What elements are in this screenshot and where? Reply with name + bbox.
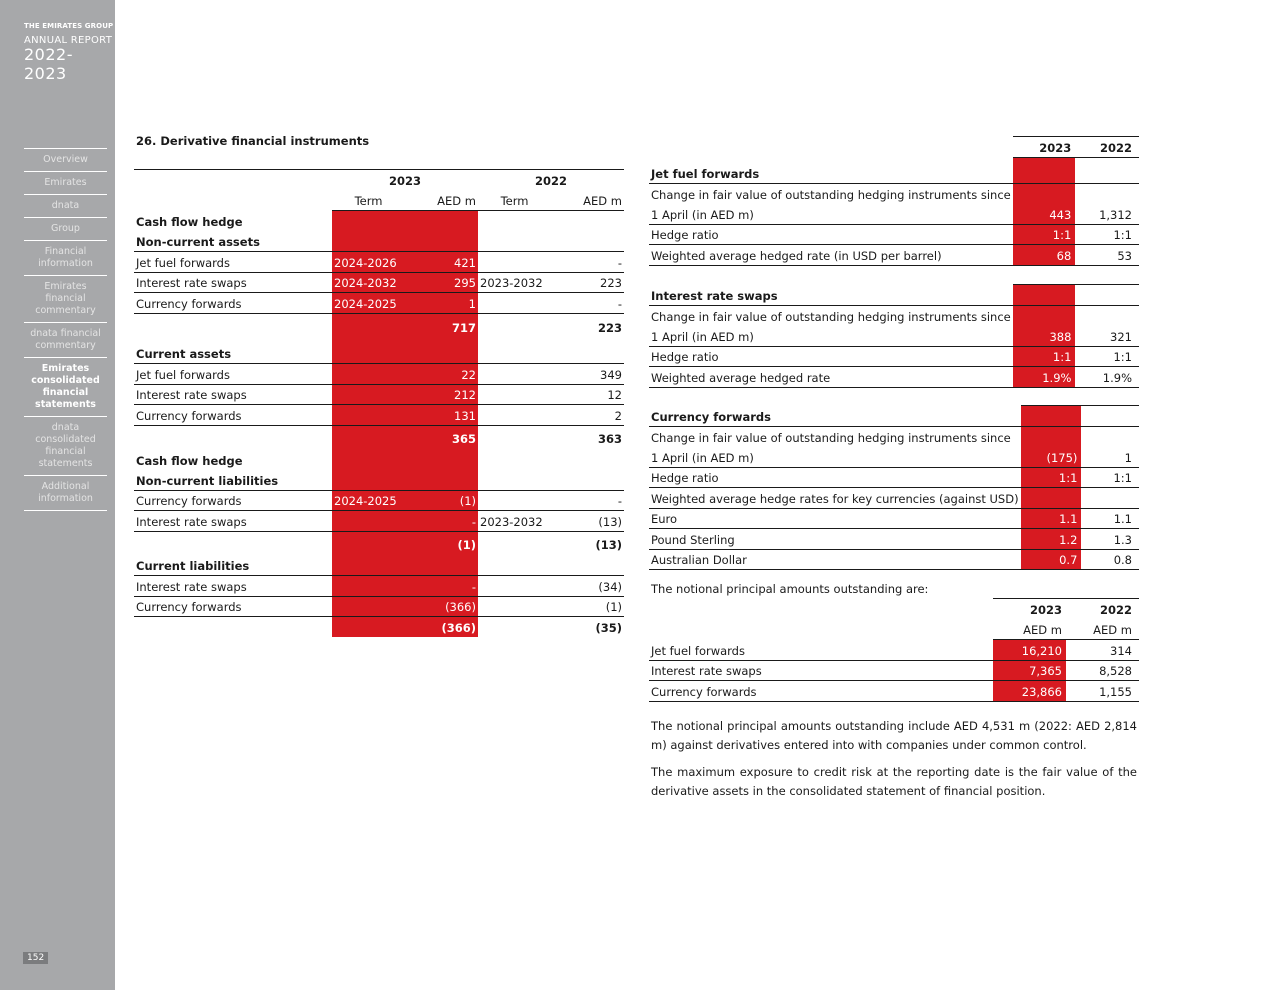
row-label: 1 April (in AED m)	[649, 447, 1021, 468]
term-cell: 2023-2032	[478, 511, 551, 532]
nav-item-emirates-financial-commentary[interactable]: Emirates financial commentary	[24, 276, 107, 323]
value-cell: 1,312	[1075, 204, 1139, 225]
row-label: Euro	[649, 508, 1021, 529]
derivatives-balance-table	[134, 169, 624, 637]
section-title: 26. Derivative financial instruments	[136, 134, 370, 148]
value-cell: 1,155	[1066, 681, 1139, 702]
table-row	[134, 470, 624, 491]
total-row	[134, 617, 624, 638]
row-heading: Cash flow hedge	[136, 453, 243, 468]
table-row	[649, 508, 1139, 529]
table-row	[134, 490, 624, 511]
value-cell: 1:1	[1013, 346, 1076, 367]
credit-risk-paragraph: The maximum exposure to credit risk at the reporting date is the fair value of the derivative assets in the consolidated statement of financial position.	[651, 765, 1137, 798]
value-cell: 443	[1013, 204, 1076, 225]
year-header-2023: 2023	[1013, 137, 1076, 158]
value-cell: 1:1	[1075, 224, 1139, 245]
value-cell: 12	[551, 384, 624, 405]
value-cell: 1:1	[1081, 467, 1139, 488]
total-value-2022: (35)	[595, 621, 622, 635]
term-cell	[478, 293, 551, 314]
value-cell: 223	[551, 272, 624, 293]
table-row	[649, 406, 1139, 427]
value-cell: 1.1	[1021, 508, 1082, 529]
value-cell: 212	[405, 384, 478, 405]
row-label: Hedge ratio	[649, 224, 1013, 245]
table-row	[649, 681, 1139, 702]
value-cell: -	[405, 576, 478, 597]
brand-report-year: 2022-2023	[24, 45, 73, 83]
value-cell: 1:1	[1021, 467, 1082, 488]
sidebar	[0, 0, 115, 990]
value-cell: 1.3	[1081, 529, 1139, 550]
term-cell: 2024-2025	[332, 293, 405, 314]
table-row	[134, 405, 624, 426]
brand-report-label: ANNUAL REPORT	[24, 35, 113, 46]
table-row	[649, 183, 1139, 204]
table-row	[649, 157, 1139, 183]
table-row	[134, 364, 624, 385]
row-label: Australian Dollar	[649, 549, 1021, 570]
sidebar-nav	[24, 148, 107, 511]
term-cell: 2024-2026	[332, 252, 405, 273]
table-row	[649, 326, 1139, 347]
value-cell: 131	[405, 405, 478, 426]
table-row	[649, 346, 1139, 367]
notional-intro-text: The notional principal amounts outstanding are:	[651, 582, 929, 596]
row-label: Jet fuel forwards	[649, 640, 993, 661]
row-label: Change in fair value of outstanding hedging instruments since	[651, 309, 1011, 324]
table-row	[134, 449, 624, 470]
table-row	[134, 231, 624, 252]
table-row	[134, 211, 624, 232]
total-value-2023: 365	[405, 425, 478, 449]
row-heading: Current liabilities	[134, 555, 332, 576]
row-label: Jet fuel forwards	[134, 364, 332, 385]
row-label: Currency forwards	[134, 293, 332, 314]
brand-group-name: THE EMIRATES GROUP	[24, 22, 114, 30]
row-label: 1 April (in AED m)	[649, 204, 1013, 225]
table-row	[134, 293, 624, 314]
total-value-2023: (366)	[405, 617, 478, 638]
total-row	[134, 425, 624, 449]
value-cell: (1)	[405, 490, 478, 511]
term-header: Term	[332, 190, 405, 211]
row-heading: Non-current assets	[134, 231, 332, 252]
table-header-row	[649, 599, 1139, 620]
row-heading: Jet fuel forwards	[649, 157, 1013, 183]
table-row	[649, 285, 1139, 306]
row-heading: Interest rate swaps	[649, 285, 1013, 306]
value-cell: 1.9%	[1075, 367, 1139, 388]
table-row	[134, 384, 624, 405]
value-cell: (13)	[551, 511, 624, 532]
value-cell: -	[551, 490, 624, 511]
aedm-header: AED m	[1066, 619, 1139, 640]
nav-item-overview[interactable]: Overview	[24, 149, 107, 172]
value-cell: 1:1	[1013, 224, 1076, 245]
table-row	[649, 488, 1139, 509]
total-value-2023: (1)	[405, 531, 478, 555]
term-cell	[478, 490, 551, 511]
row-label: Weighted average hedge rates for key currencies (against USD)	[649, 488, 1021, 509]
value-cell: 349	[551, 364, 624, 385]
aedm-header: AED m	[405, 190, 478, 211]
row-label: Pound Sterling	[649, 529, 1021, 550]
value-cell: (1)	[551, 596, 624, 617]
value-cell: (34)	[551, 576, 624, 597]
table-header-row	[649, 137, 1139, 158]
table-row	[649, 467, 1139, 488]
row-heading: Non-current liabilities	[134, 470, 332, 491]
value-cell: 22	[405, 364, 478, 385]
row-label: Interest rate swaps	[649, 660, 993, 681]
table-row	[134, 511, 624, 532]
nav-item-dnata-consolidated-statements[interactable]: dnata consolidated financial statements	[24, 417, 107, 476]
value-cell: 68	[1013, 245, 1076, 266]
table-row	[134, 343, 624, 364]
table-row	[649, 529, 1139, 550]
nav-item-financial-information[interactable]: Financial information	[24, 241, 107, 276]
table-subheader-row	[134, 190, 624, 211]
term-cell: 2024-2032	[332, 272, 405, 293]
value-cell: 0.7	[1021, 549, 1082, 570]
total-row	[134, 313, 624, 343]
currency-forwards-hedge-table	[649, 405, 1139, 570]
row-label: Hedge ratio	[649, 467, 1021, 488]
row-label: Weighted average hedged rate	[649, 367, 1013, 388]
table-header-row	[134, 170, 624, 191]
value-cell: (366)	[405, 596, 478, 617]
row-label: Change in fair value of outstanding hedging instruments since	[651, 430, 1011, 445]
year-header-2022: 2022	[478, 170, 624, 191]
jet-fuel-hedge-table	[649, 136, 1139, 266]
total-value-2022: (13)	[595, 538, 622, 552]
value-cell: 8,528	[1066, 660, 1139, 681]
total-row	[134, 531, 624, 555]
table-row	[134, 596, 624, 617]
aedm-header: AED m	[551, 190, 624, 211]
year-header-2022: 2022	[1075, 137, 1139, 158]
value-cell: 314	[1066, 640, 1139, 661]
table-row	[649, 245, 1139, 266]
row-label: 1 April (in AED m)	[649, 326, 1013, 347]
row-label: Currency forwards	[134, 596, 332, 617]
table-row	[649, 426, 1139, 447]
notional-amounts-table	[649, 598, 1139, 702]
value-cell: 1.1	[1081, 508, 1139, 529]
value-cell: -	[551, 293, 624, 314]
value-cell: 7,365	[993, 660, 1066, 681]
table-row	[134, 555, 624, 576]
value-cell: -	[551, 252, 624, 273]
table-row	[134, 576, 624, 597]
value-cell: 1:1	[1075, 346, 1139, 367]
row-label: Interest rate swaps	[134, 511, 332, 532]
value-cell: 16,210	[993, 640, 1066, 661]
row-label: Currency forwards	[649, 681, 993, 702]
table-row	[649, 305, 1139, 326]
row-heading: Current assets	[134, 343, 332, 364]
value-cell: 0.8	[1081, 549, 1139, 570]
table-row	[649, 367, 1139, 388]
table-row	[649, 549, 1139, 570]
value-cell: 1.9%	[1013, 367, 1076, 388]
term-cell: 2023-2032	[478, 272, 551, 293]
interest-rate-swaps-hedge-table	[649, 284, 1139, 388]
value-cell: 1.2	[1021, 529, 1082, 550]
table-subheader-row	[649, 619, 1139, 640]
row-label: Jet fuel forwards	[134, 252, 332, 273]
value-cell: 421	[405, 252, 478, 273]
aedm-header: AED m	[993, 619, 1066, 640]
row-label: Change in fair value of outstanding hedging instruments since	[651, 187, 1011, 202]
value-cell: 1	[405, 293, 478, 314]
nav-item-emirates[interactable]: Emirates	[24, 172, 107, 195]
value-cell: 388	[1013, 326, 1076, 347]
row-label: Interest rate swaps	[134, 384, 332, 405]
table-row	[134, 252, 624, 273]
nav-item-dnata-financial-commentary[interactable]: dnata financial commentary	[24, 323, 107, 358]
table-row	[649, 640, 1139, 661]
term-cell	[332, 511, 405, 532]
table-row	[134, 272, 624, 293]
row-heading: Currency forwards	[649, 406, 1021, 427]
value-cell: 321	[1075, 326, 1139, 347]
nav-item-emirates-consolidated-statements[interactable]: Emirates consolidated financial statements	[24, 358, 107, 417]
nav-item-group[interactable]: Group	[24, 218, 107, 241]
value-cell: 295	[405, 272, 478, 293]
total-value-2023: 717	[405, 313, 478, 343]
term-header: Term	[478, 190, 551, 211]
notional-note-paragraph: The notional principal amounts outstanding include AED 4,531 m (2022: AED 2,814 m) against derivatives entered into with companies under common control.	[651, 719, 1137, 752]
value-cell: 23,866	[993, 681, 1066, 702]
row-heading: Cash flow hedge	[136, 215, 243, 229]
term-cell	[478, 252, 551, 273]
value-cell: 53	[1075, 245, 1139, 266]
nav-item-dnata[interactable]: dnata	[24, 195, 107, 218]
row-label: Currency forwards	[134, 490, 332, 511]
value-cell: 1	[1081, 447, 1139, 468]
total-value-2022: 363	[597, 432, 622, 446]
brand-block	[24, 22, 115, 83]
table-row	[649, 224, 1139, 245]
term-cell: 2024-2025	[332, 490, 405, 511]
table-row	[649, 204, 1139, 225]
total-value-2022: 223	[597, 321, 622, 335]
page-number: 152	[23, 952, 48, 964]
row-label: Interest rate swaps	[134, 272, 332, 293]
year-header-2023: 2023	[993, 599, 1066, 620]
row-label: Weighted average hedged rate (in USD per barrel)	[649, 245, 1013, 266]
year-header-2023: 2023	[332, 170, 478, 191]
row-label: Currency forwards	[134, 405, 332, 426]
table-row	[649, 447, 1139, 468]
year-header-2022: 2022	[1066, 599, 1139, 620]
table-row	[649, 660, 1139, 681]
value-cell: -	[405, 511, 478, 532]
row-label: Hedge ratio	[649, 346, 1013, 367]
value-cell: (175)	[1021, 447, 1082, 468]
nav-item-additional-information[interactable]: Additional information	[24, 476, 107, 511]
value-cell: 2	[551, 405, 624, 426]
row-label: Interest rate swaps	[134, 576, 332, 597]
